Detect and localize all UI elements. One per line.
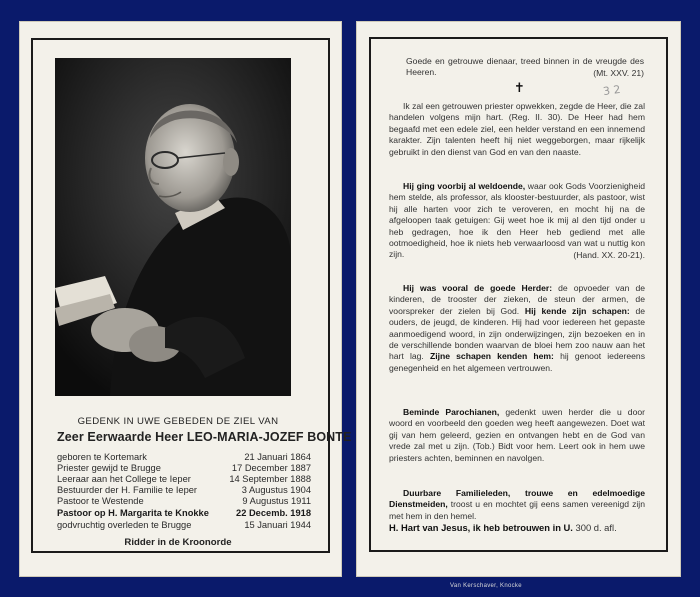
paragraph (389, 488, 645, 522)
paragraph (389, 407, 645, 464)
event-date: 14 September 1888 (229, 474, 311, 484)
verse-reference: (Hand. XX. 20-21). (573, 249, 645, 260)
paragraph-text: troost u en mochtet gij eens samen vereenigd zijn met hem in den hemel. (389, 499, 645, 521)
opening-verse (406, 56, 644, 79)
paragraph (389, 283, 645, 374)
opening-verse-text: Goede en getrouwe dienaar, treed binnen in de vreugde des Heeren. (406, 56, 644, 78)
paragraph-text: de opvoeder van de kinderen, de trooster der zieken, de steun der armen, de voorspreker der zielen bij God. (389, 283, 646, 316)
event-date: 9 Augustus 1911 (242, 496, 311, 506)
event-date: 17 December 1887 (231, 463, 311, 473)
closing-prayer (389, 522, 645, 533)
paragraph (389, 181, 645, 261)
priest-portrait-image (55, 58, 291, 396)
paragraph-emphasis: Hij was vooral de goede Herder: (403, 283, 553, 293)
portrait-photo (55, 58, 291, 396)
paragraph-text: waar ook Gods Voorzienigheid hem stelde, als professor, als klooster-bestuurder, als pastoor, wist hij alle harten voor zich te veroveren, en mocht hij na de afgeloopen taak getuigen: Gij weet hoe ik mij al den tijd onder u heb gedragen, hoe ik den Heer heb gediend met alle ootmoedigheid, hoe ik niets heb verwaarloosd van wat u nuttig kon zijn. (389, 181, 646, 260)
printer-imprint: Van Kerschaver, Knocke (450, 583, 522, 589)
paragraph-text: hij genoot iedereens genegenheid en het algemeen vertrouwen. (389, 351, 645, 373)
event-label: godvruchtig overleden te Brugge (57, 520, 192, 530)
paragraph-text: Ik zal een getrouwen priester opwekken, zegde de Heer, die zal handelen volgens mijn hart. (Reg. II. 30). De Heer had hem begaafd met een edele ziel, een helder verstand en een innemend karakter. Zijn talenten heeft hij niet weggeborgen, maar rijkelijk gebruikt in den dienst van God en van den naaste. (389, 101, 645, 157)
event-label: Priester gewijd te Brugge (57, 463, 161, 473)
paragraph-text: de ouders, de jeugd, de kinderen. Hij had voor iedereen het gepaste aanmoedigend woord, in zijn onderwijzingen, zijn bezoeken en in de verschillende bonden waarvan de bloei hem zoo nauw aan het hart lag. (389, 305, 646, 362)
indulgence-note: 300 d. afl. (572, 522, 617, 533)
event-date: 22 Decemb. 1918 (236, 508, 311, 518)
paragraph (389, 101, 645, 158)
memorial-heading: GEDENK IN UWE GEBEDEN DE ZIEL VAN (77, 416, 279, 427)
paragraph-emphasis: Zijne schapen kenden hem: (423, 351, 554, 362)
paragraph-text: gedenkt uwen herder die u door woord en voorbeeld den goeden weg heeft aangewezen. Doet wat gij van hem geleerd, gezien en ontvangen hebt en de God van vrede zal met u zijn. (Tob.) Bidt voor hem. Leert ook in hem uwe priesters achten, beminnen en navolgen. (389, 407, 645, 463)
paragraph-emphasis: Beminde Parochianen, (403, 407, 500, 417)
paragraph-emphasis: Hij ging voorbij al weldoende, (403, 181, 526, 191)
event-label: Pastoor te Westende (57, 496, 144, 506)
memorial-card-front (19, 21, 352, 577)
paragraph-emphasis: Duurbare Familieleden, trouwe en edelmoedige Dienstmeiden, (389, 488, 645, 510)
paragraph-emphasis: Hij kende zijn schapen: (519, 305, 630, 316)
pencil-annotation: 3 2 (602, 82, 622, 99)
cross-icon: ✝ (514, 81, 525, 96)
event-label: Pastoor op H. Margarita te Knokke (57, 508, 209, 518)
event-label: Leeraar aan het College te Ieper (57, 474, 191, 484)
prayer-emphasis: H. Hart van Jesus, ik heb betrouwen in U. (389, 522, 573, 533)
honor-title: Ridder in de Kroonorde (124, 537, 232, 548)
event-date: 15 Januari 1944 (244, 520, 311, 530)
event-label: geboren te Kortemark (57, 452, 147, 462)
verse-reference: (Mt. XXV. 21) (593, 67, 644, 78)
event-label: Bestuurder der H. Familie te Ieper (57, 485, 198, 495)
event-date: 3 Augustus 1904 (241, 485, 311, 495)
event-date: 21 Januari 1864 (244, 452, 311, 462)
deceased-name: Zeer Eerwaarde Heer LEO-MARIA-JOZEF BONTE (57, 430, 352, 444)
